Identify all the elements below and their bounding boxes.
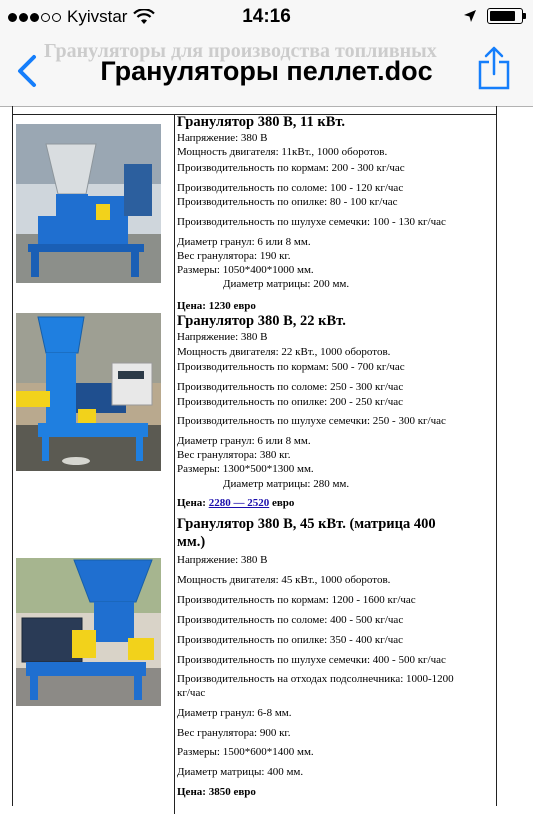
price-label: Цена: (177, 786, 206, 798)
clock: 14:16 (242, 6, 291, 27)
granulator-11kw-image (16, 124, 161, 283)
spec-line: Вес гранулятора: 900 кг. (177, 727, 291, 739)
price-value: 3850 евро (208, 786, 256, 798)
product-photo (16, 124, 161, 283)
battery-icon (487, 8, 523, 24)
spec-line: Напряжение: 380 В (177, 132, 268, 144)
spec-line: Диаметр матрицы: 280 мм. (223, 478, 350, 490)
spec-line: Производительность по опилке: 350 - 400 кг/час (177, 634, 404, 646)
price-line (177, 786, 256, 799)
price-line (177, 300, 256, 313)
spec-line: Производительность по опилке: 200 - 250 кг/час (177, 396, 404, 408)
spec-line: Диаметр гранул: 6 или 8 мм. (177, 236, 311, 248)
product-title-continued: мм.) (177, 534, 206, 550)
price-label: Цена: (177, 497, 206, 509)
location-arrow-icon (463, 9, 477, 23)
spec-line: Производительность по кормам: 500 - 700 кг/час (177, 361, 405, 373)
price-currency: евро (271, 497, 295, 509)
spec-line: Вес гранулятора: 190 кг. (177, 250, 291, 262)
price-link[interactable]: 2280 — 2520 (208, 497, 270, 509)
spec-line: Производительность по шулухе семечки: 400 - 500 кг/час (177, 654, 446, 666)
spec-line: Диаметр матрицы: 200 мм. (223, 278, 350, 290)
spec-line: Мощность двигателя: 22 кВт., 1000 оборотов. (177, 346, 391, 358)
product-photo (16, 313, 161, 471)
status-bar (0, 0, 533, 36)
carrier-name: Kyivstar (67, 7, 128, 26)
spec-line: Производительность по кормам: 1200 - 1600 кг/час (177, 594, 416, 606)
navigation-bar (0, 36, 533, 107)
battery-level (490, 11, 515, 21)
price-label: Цена: (177, 300, 206, 312)
spec-line: Производительность на отходах подсолнечника: 1000-1200 (177, 673, 454, 685)
spec-line: Диаметр гранул: 6 или 8 мм. (177, 435, 311, 447)
spec-line: Размеры: 1050*400*1000 мм. (177, 264, 314, 276)
product-title: Гранулятор 380 В, 11 кВт. (177, 114, 346, 130)
page-title: Грануляторы пеллет.doc (100, 56, 433, 86)
granulator-45kw-image (16, 558, 161, 706)
product-title: Гранулятор 380 В, 22 кВт. (177, 313, 346, 329)
spec-line: Диаметр гранул: 6-8 мм. (177, 707, 292, 719)
table-row (13, 516, 496, 816)
price-line (177, 497, 294, 510)
spec-line: Производительность по соломе: 250 - 300 кг/час (177, 381, 404, 393)
spec-line: Производительность по шулухе семечки: 100 - 130 кг/час (177, 216, 446, 228)
product-photo (16, 558, 161, 706)
spec-line: Напряжение: 380 В (177, 331, 268, 343)
spec-line: Производительность по шулухе семечки: 250 - 300 кг/час (177, 415, 446, 427)
price-value: 1230 евро (208, 300, 256, 312)
ghost-document-title: Грануляторы для производства топливных (44, 40, 437, 62)
spec-line: Напряжение: 380 В (177, 554, 268, 566)
spec-line: Мощность двигателя: 45 кВт., 1000 оборотов. (177, 574, 391, 586)
spec-line: Мощность двигателя: 11кВт., 1000 оборотов. (177, 146, 388, 158)
spec-line: Производительность по опилке: 80 - 100 кг/час (177, 196, 398, 208)
spec-line: Размеры: 1500*600*1400 мм. (177, 746, 314, 758)
spec-line: кг/час (177, 687, 206, 699)
spec-line: Вес гранулятора: 380 кг. (177, 449, 291, 461)
spec-line: Размеры: 1300*500*1300 мм. (177, 463, 314, 475)
share-icon[interactable] (477, 46, 511, 90)
spec-line: Производительность по соломе: 400 - 500 кг/час (177, 614, 404, 626)
granulator-22kw-image (16, 313, 161, 471)
document-table (12, 106, 497, 806)
table-row (13, 313, 496, 521)
product-title: Гранулятор 380 В, 45 кВт. (матрица 400 (177, 516, 436, 532)
spec-line: Производительность по кормам: 200 - 300 кг/час (177, 162, 405, 174)
spec-line: Диаметр матрицы: 400 мм. (177, 766, 304, 778)
spec-line: Производительность по соломе: 100 - 120 кг/час (177, 182, 404, 194)
